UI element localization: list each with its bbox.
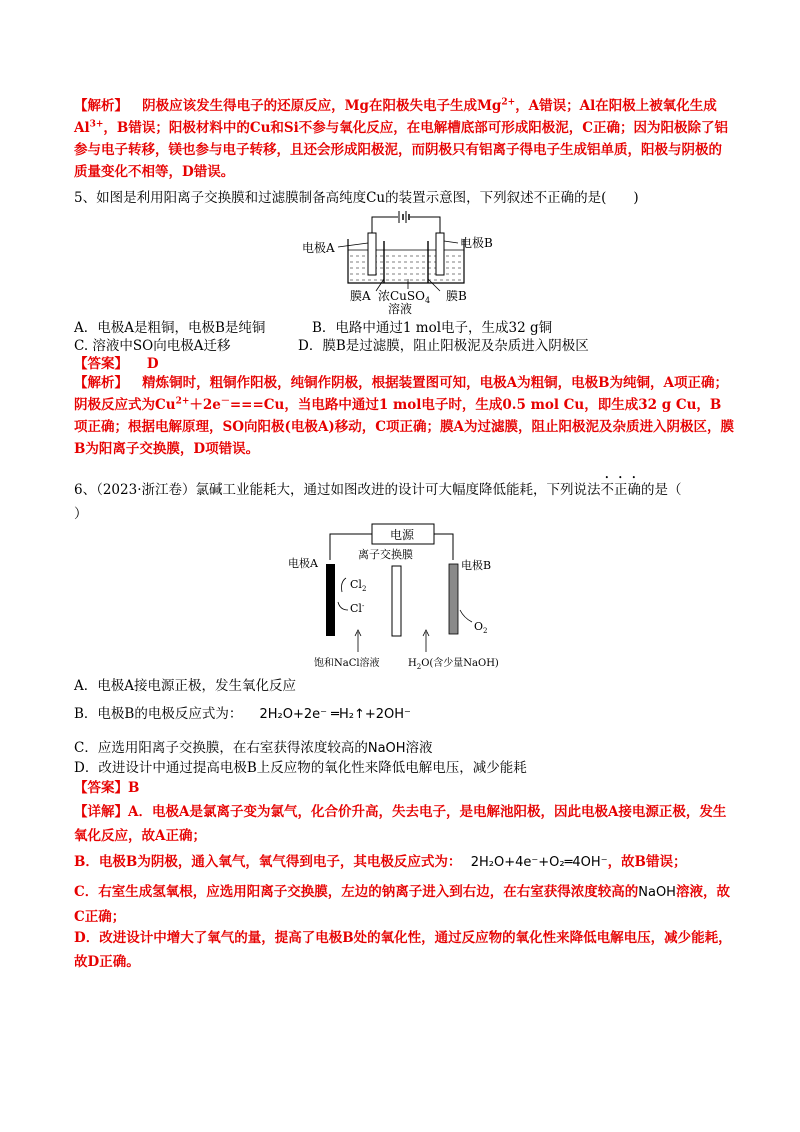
q6-detail-c: C．右室生成氢氧根，应选用阳离子交换膜，左边的钠离子进入到右边，在右室获得浓度较高的NaOH溶液，故C正确；	[74, 884, 730, 925]
q6-answer: 【答案】B	[74, 780, 140, 796]
electrolysis-diagram-q5	[300, 205, 510, 317]
question-6-stem: 6、（2023·浙江卷）氯碱工业能耗大，通过如图改进的设计可大幅度降低能耗，下列说法不正确的是（	[74, 482, 682, 498]
q6-option-b: B．电极B的电极反应式为： 2H₂O+2e⁻ ═H₂↑+2OH⁻	[74, 706, 411, 722]
equation-detail-b: 2H₂O+4e⁻+O₂═4OH⁻	[470, 855, 608, 870]
q5-option-b: B．电路中通过1 mol电子，生成32 g铜	[312, 320, 553, 336]
chlor-alkali-diagram-q6	[288, 522, 518, 670]
label-electrode-b: 电极B	[461, 559, 492, 572]
q6-detail-d: D．改进设计中增大了氧气的量，提高了电极B处的氧化性，通过反应物的氧化性来降低电解电压，减少能耗，故D正确。	[74, 930, 732, 970]
q6-detail-b: B．电极B为阴极，通入氧气，氧气得到电子，其电极反应式为： 2H₂O+4e⁻+O₂═4OH⁻，故B错误；	[74, 854, 687, 870]
label-power: 电源	[390, 528, 415, 542]
label-solution: 浓CuSO$_4$	[378, 289, 431, 305]
q5-option-d: D．膜B是过滤膜，阻止阳极泥及杂质进入阴极区	[298, 338, 589, 354]
label-o2: $O_2$	[474, 620, 488, 635]
label-electrode-a: 电极A	[288, 557, 318, 570]
q5-analysis: 【解析】 精炼铜时，粗铜作阳极，纯铜作阴极，根据装置图可知，电极A为粗铜，电极B为纯铜，A项正确；阴极反应式为$Cu^{2+}+2e^-===Cu$，当电路中通过1 mol电子时，生成0.5 mol Cu，即生成32 g Cu，B项正确；根据电解原理，SO向阳极(电极A)移动，C项正确；膜A为过滤膜，阻止阳极泥及杂质进入阴极区，膜B为阳离子交换膜，D项错误。	[74, 375, 734, 457]
q6-option-d: D．改进设计中通过提高电极B上反应物的氧化性来降低电解电压，减少能耗	[74, 760, 527, 776]
q6-option-c: C．应选用阳离子交换膜，在右室获得浓度较高的NaOH溶液	[74, 740, 433, 756]
equation-b: 2H₂O+2e⁻ ═H₂↑+2OH⁻	[259, 707, 411, 722]
q5-answer: 【答案】 D	[74, 356, 159, 372]
q5-option-a: A．电极A是粗铜，电极B是纯铜	[74, 320, 266, 336]
emphasis-not-correct: 不正确	[600, 482, 641, 498]
label-membrane-a: 膜A	[350, 289, 371, 303]
q5-option-c: C. 溶液中SO向电极A迁移	[74, 338, 231, 354]
label-right-solution: $H_2O$(含少量NaOH)	[408, 658, 499, 670]
question-6-stem-close: ）	[74, 506, 88, 522]
label-solution-2: 溶液	[388, 302, 413, 316]
question-5-stem: 5、如图是利用阳离子交换膜和过滤膜制备高纯度Cu的装置示意图，下列叙述不正确的是( )	[74, 190, 639, 206]
analysis-label: 【解析】	[74, 98, 128, 114]
label-ion-membrane: 离子交换膜	[358, 548, 413, 561]
q6-detail-a: 【详解】A．电极A是氯离子变为氯气，化合价升高，失去电子，是电解池阳极，因此电极A接电源正极，发生氧化反应，故A正确；	[74, 804, 727, 844]
label-electrode-b: 电极B	[460, 236, 493, 250]
q6-option-a: A．电极A接电源正极，发生氧化反应	[74, 678, 296, 694]
label-left-solution: 饱和NaCl溶液	[314, 658, 380, 669]
analysis-block-1: 【解析】 阴极应该发生得电子的还原反应，Mg在阳极失电子生成$Mg^{2+}$，A错误；Al在阳极上被氧化生成$Al^{3+}$，B错误；阳极材料中的Cu和Si不参与氧化反应，在电解槽底部可形成阳极泥，C正确；因为阳极除了铝参与电子转移，镁也参与电子转移，且还会形成阳极泥，而阴极只有铝离子得电子生成铝单质，阳极与阴极的质量变化不相等，D错误。	[74, 97, 729, 180]
label-cl2: $Cl_2$	[350, 578, 367, 593]
label-membrane-b: 膜B	[446, 289, 467, 303]
label-electrode-a: 电极A	[302, 241, 335, 255]
label-cl-minus: Cl-	[350, 602, 365, 615]
